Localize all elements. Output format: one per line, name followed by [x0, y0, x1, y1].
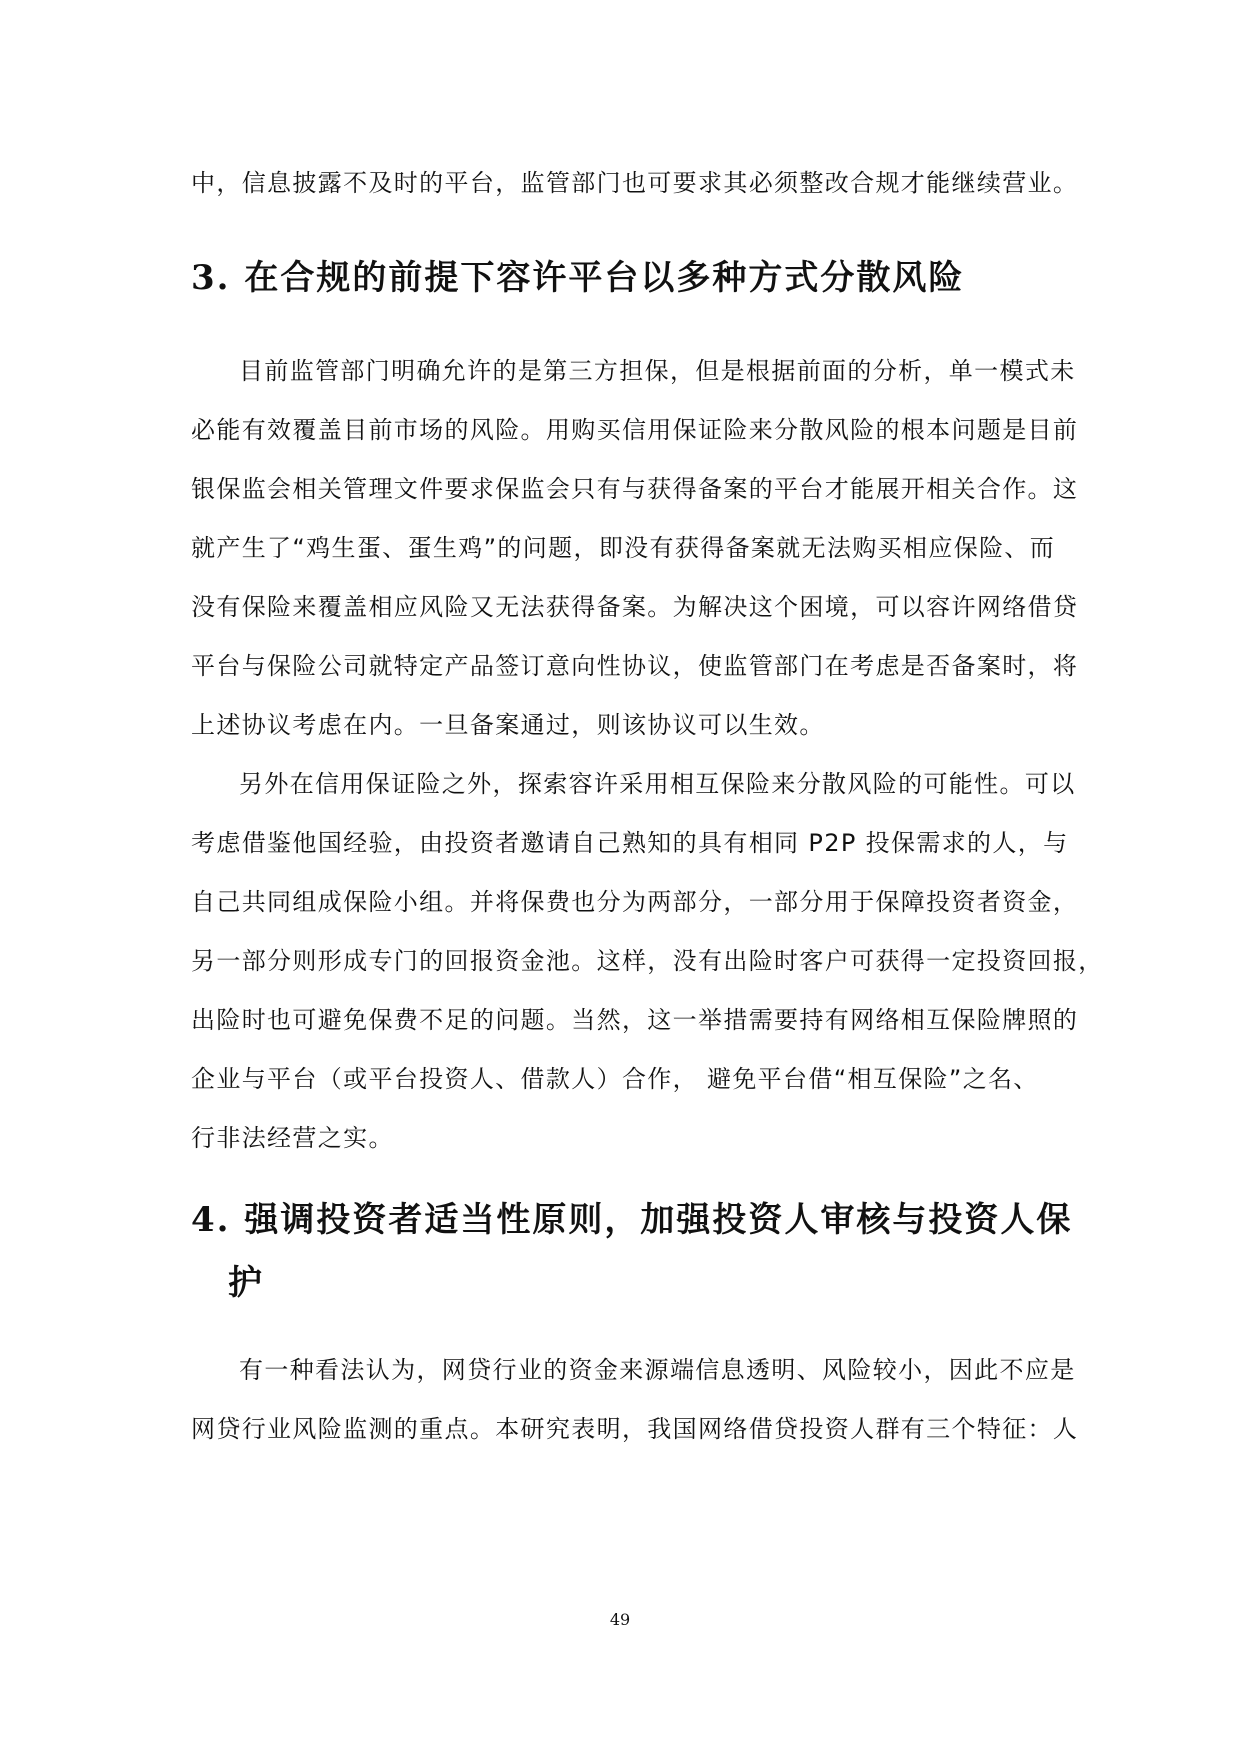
section-heading-4: 4. 强调投资者适当性原则，加强投资人审核与投资人保: [191, 1200, 1073, 1240]
paragraph-line: 考虑借鉴他国经验，由投资者邀请自己熟知的具有相同 P2P 投保需求的人，与: [191, 829, 1069, 857]
paragraph-line: 另一部分则形成专门的回报资金池。这样，没有出险时客户可获得一定投资回报，: [191, 947, 1104, 975]
section-heading-4-continued: 护: [228, 1263, 264, 1303]
paragraph-line: 必能有效覆盖目前市场的风险。用购买信用保证险来分散风险的根本问题是目前: [191, 416, 1079, 444]
paragraph-line: 出险时也可避免保费不足的问题。当然，这一举措需要持有网络相互保险牌照的: [191, 1006, 1079, 1034]
paragraph-line: 银保监会相关管理文件要求保监会只有与获得备案的平台才能展开相关合作。这: [191, 475, 1079, 503]
paragraph-line: 网贷行业风险监测的重点。本研究表明，我国网络借贷投资人群有三个特征：人: [191, 1415, 1079, 1443]
paragraph-line: 有一种看法认为，网贷行业的资金来源端信息透明、风险较小，因此不应是: [239, 1356, 1076, 1384]
page-number: 49: [609, 1610, 631, 1629]
paragraph-line: 就产生了“鸡生蛋、蛋生鸡”的问题，即没有获得备案就无法购买相应保险、而: [191, 534, 1056, 562]
paragraph-line: 目前监管部门明确允许的是第三方担保，但是根据前面的分析，单一模式未: [239, 357, 1076, 385]
paragraph-line: 另外在信用保证险之外，探索容许采用相互保险来分散风险的可能性。可以: [239, 770, 1076, 798]
paragraph-line: 行非法经营之实。: [191, 1124, 394, 1152]
paragraph-line: 平台与保险公司就特定产品签订意向性协议，使监管部门在考虑是否备案时，将: [191, 652, 1079, 680]
paragraph-line: 上述协议考虑在内。一旦备案通过，则该协议可以生效。: [191, 711, 825, 739]
paragraph-line: 自己共同组成保险小组。并将保费也分为两部分，一部分用于保障投资者资金，: [191, 888, 1079, 916]
paragraph-line: 中，信息披露不及时的平台，监管部门也可要求其必须整改合规才能继续营业。: [191, 169, 1079, 197]
paragraph-line: 没有保险来覆盖相应风险又无法获得备案。为解决这个困境，可以容许网络借贷: [191, 593, 1079, 621]
paragraph-line: 企业与平台（或平台投资人、借款人）合作， 避免平台借“相互保险”之名、: [191, 1065, 1039, 1093]
section-heading-3: 3. 在合规的前提下容许平台以多种方式分散风险: [191, 258, 965, 298]
